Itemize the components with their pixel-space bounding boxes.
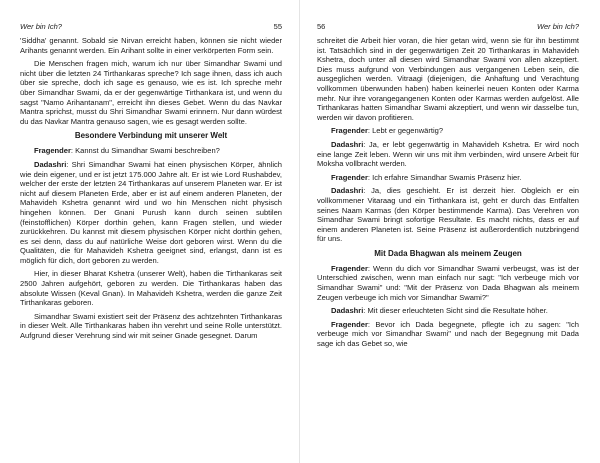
body-paragraph: 'Siddha' genannt. Sobald sie Nirvan erreicht haben, können sie nicht wieder Arihants genannt werden. Ein Arihant sollte in einer verkörperten Form sein. [20, 36, 282, 55]
body-paragraph: Simandhar Swami existiert seit der Präsenz des achtzehnten Tirthankaras in dieser Welt. Alle Tirthankaras haben ihn verehrt und seine Rolle unterstützt. Aufgrund dieser Verehrung sind wir mit seiner Gnade gesegnet. Darum [20, 311, 282, 341]
speaker-name: Fragender [331, 263, 368, 273]
dialogue-text: Shri Simandhar Swami hat einen physischen Körper, ähnlich wie dein eigener, und er ist jetzt 175.000 Jahre alt. Er ist wie Lord Rushabdev, welcher der erste der letzten 24 Tirthankaras auf unserem Planeten war. Er ist nicht auf diesem Planeten Erde, aber er ist auf einem anderen Planeten, der Mahavideh Kshetra genannt wird und wo hin Menschen nicht physisch hingehen können. Der Gnani Purush kann durch seinen subtilen (feinstofflichen) Körper dorthin gehen, kann Fragen stellen, und wieder zurückkehren. Du kannst mit diesem physischen Körper nicht dorthin gehen, es sei denn, dass du auf natürliche Weise dort geboren wirst. Wenn du die Qualitäten, die für Mahavideh Kshetra geeignet sind, erlangst, dann ist es möglich für dich, dort geboren zu werden. [20, 159, 282, 265]
right-running-head [317, 20, 579, 34]
dialogue-text: Ja, dies geschieht. Er ist derzeit hier. Obgleich er ein vollkommener Vitaraag und ein Tirthankara ist, geht er durch das Entfalten seines Naam Karmas (den Körper bestimmende Karma). Das Verehren von Simandhar Swami bringt sofortige Resultate. Es macht nichts, dass er auf einem anderen Planeten ist. Seine Präsenz ist außerordentlich nutzbringend für uns. [317, 186, 579, 244]
page-number: 55 [273, 22, 282, 31]
colon: : [363, 139, 369, 149]
left-page-body [20, 36, 282, 341]
speaker-name: Fragender [331, 172, 368, 182]
colon: : [363, 186, 372, 196]
speaker-name: Fragender [331, 126, 368, 136]
dialogue-text: Lebt er gegenwärtig? [372, 126, 444, 136]
right-page-body [317, 36, 579, 349]
body-paragraph: Die Menschen fragen mich, warum ich nur über Simandhar Swami und nicht über die letzten 24 Tirthankaras spreche? Ich sage ihnen, dass ich auch über sie spreche, doch ich sage es genauso, wie es ist. Ich spreche mehr über Simandhar Swami, da er der gegenwärtige Tirthankara ist, und wenn du sagst "Namo Arihantanam", erreicht ihn dieses Gebet. Wenn du das Navkar Mantra sprichst, musst du Shri Simandhar Swami erinnern. Nur dann würdest du das Navkar Mantra genauso sagen, wie es gesagt werden sollte. [20, 59, 282, 126]
dialogue-paragraph [317, 320, 579, 349]
dialogue-text: Bevor ich Dada begegnete, pflegte ich zu sagen: "Ich verbeuge mich vor Simandhar Swami" und nach der Begegnung mit Dada sage ich das Gebet so, wie [317, 319, 579, 349]
speaker-name: Dadashri [34, 159, 67, 169]
right-page [317, 0, 579, 463]
body-paragraph: Hier, in dieser Bharat Kshetra (unserer Welt), haben die Tirthankaras seit 2500 Jahren aufgehört, geboren zu werden. Die Tirthankaras haben das absolute Wissen (Keval Gnan). In Mahavideh Kshetra, werden die ganze Zeit Tirthankaras geboren. [20, 269, 282, 308]
body-paragraph: schreitet die Arbeit hier voran, die hier getan wird, wenn sie für ihn bestimmt ist. Tatsächlich sind in der gegenwärtigen Zeit 20 Tirthankaras in Mahavideh Kshetra, doch unter all diesen wird Simandhar Swami von allen akzeptiert. Dies muss aufgrund von Verbindungen aus vergangenen Leben sein, die ausgeglichen werden. Vitraagi (diejenigen, die Anhaftung und Verachtung vollkommen überwunden haben) haben keinerlei neuen Konten oder Karma mehr. Nur ihre vorangegangenen Konten oder Karmas werden aufgelöst. Alle Tirthankaras hatten Simandhar Swami akzeptiert, und wenn wir dasselbe tun, werden wir davon profitieren. [317, 36, 579, 122]
dialogue-paragraph [317, 126, 579, 136]
page-gutter [299, 0, 300, 463]
section-heading: Mit Dada Bhagwan als meinem Zeugen [374, 248, 522, 258]
dialogue-paragraph [317, 264, 579, 302]
dialogue-paragraph [20, 146, 282, 156]
dialogue-paragraph [317, 186, 579, 244]
dialogue-paragraph [20, 160, 282, 266]
speaker-name: Fragender [34, 146, 71, 156]
speaker-name: Dadashri [331, 186, 364, 196]
dialogue-text: Kannst du Simandhar Swami beschreiben? [75, 146, 220, 156]
page-number: 56 [317, 22, 326, 31]
colon: : [70, 146, 76, 156]
running-title: Wer bin Ich? [537, 22, 579, 31]
dialogue-text: Ich erfahre Simandhar Swamis Präsenz hier. [372, 172, 522, 182]
colon: : [367, 263, 374, 273]
dialogue-paragraph [317, 140, 579, 169]
left-page [20, 0, 282, 463]
dialogue-text: Wenn du dich vor Simandhar Swami verbeugst, was ist der Unterschied zwischen, wenn man einfach nur sagt: "Ich verbeuge mich vor Simandhar Swami" und: "Mit der Präsenz von Dada Bhagwan als meinem Zeugen verbeuge ich mich vor Simandhar Swami?" [317, 263, 579, 302]
speaker-name: Dadashri [331, 306, 364, 316]
dialogue-paragraph [317, 173, 579, 183]
speaker-name: Dadashri [331, 139, 364, 149]
running-title: Wer bin Ich? [20, 22, 62, 31]
dialogue-text: Mit dieser erleuchteten Sicht sind die Resultate höher. [367, 306, 548, 316]
section-heading: Besondere Verbindung mit unserer Welt [74, 131, 228, 141]
speaker-name: Fragender [331, 319, 368, 329]
dialogue-paragraph [317, 306, 579, 316]
colon: : [367, 172, 373, 182]
colon: : [367, 319, 376, 329]
colon: : [66, 159, 72, 169]
left-running-head [20, 20, 282, 34]
colon: : [363, 306, 368, 316]
dialogue-text: Ja, er lebt gegenwärtig in Mahavideh Kshetra. Er wird noch eine lange Zeit leben. Wenn wir uns mit ihm verbinden, wird unsere Arbeit für Moksha vollbracht werden. [317, 139, 579, 169]
colon: : [367, 126, 373, 136]
